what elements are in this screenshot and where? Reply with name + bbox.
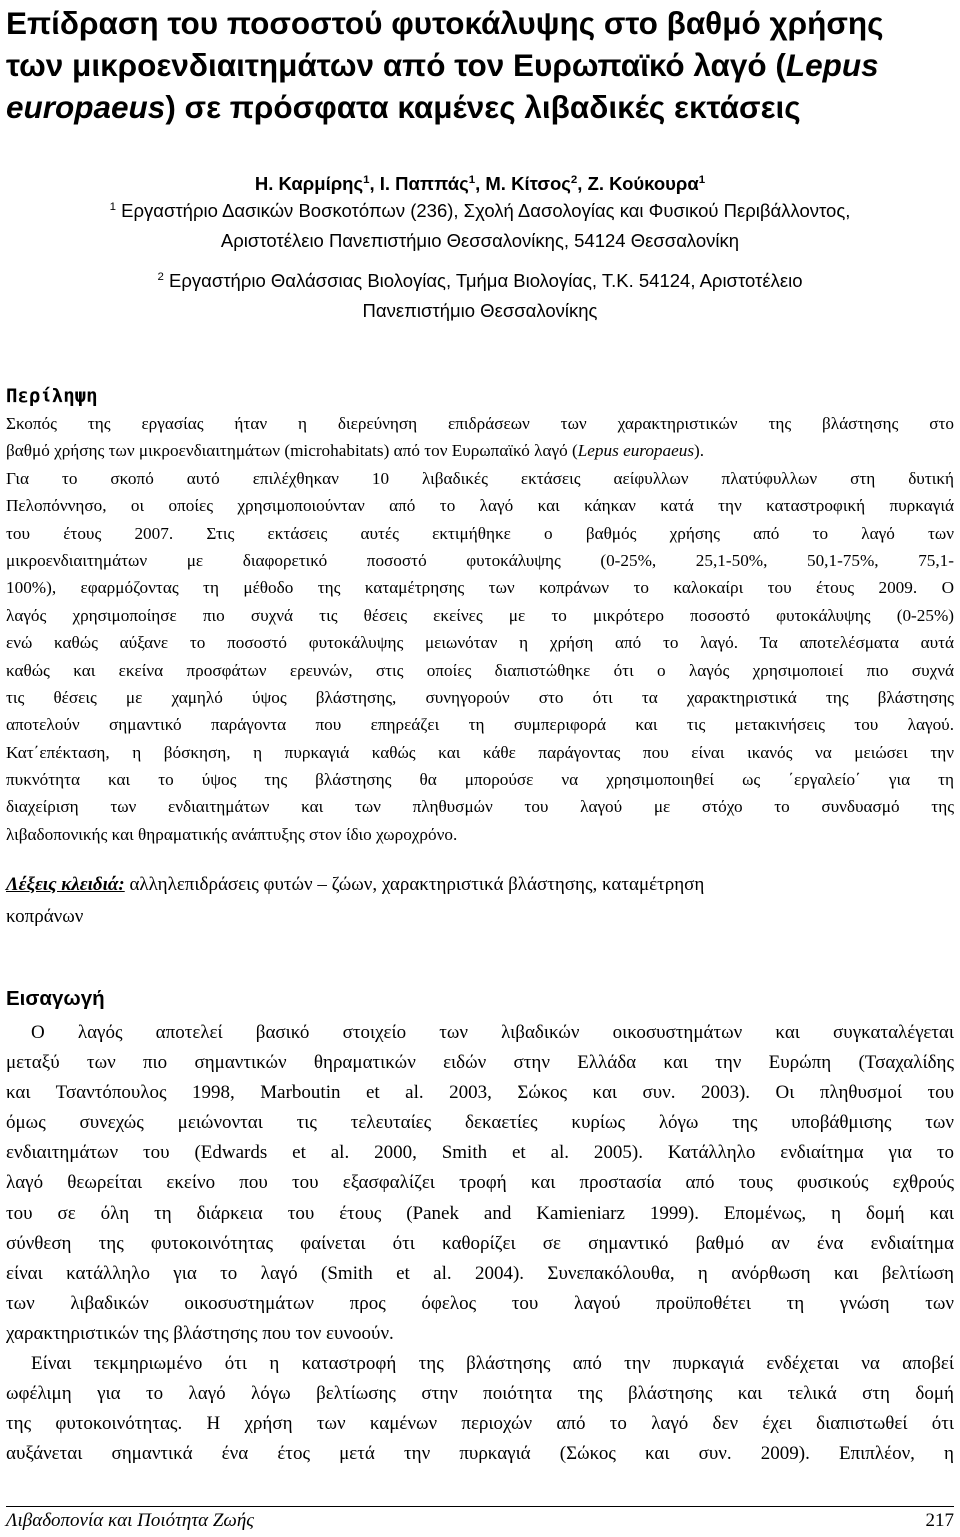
page-number: 217 (925, 1510, 954, 1531)
abstract-line: αποτελούν σημαντικό παράγοντα που επηρεάζει τη συμπεριφορά και τις μετακινήσεις του λαγού. (6, 715, 954, 735)
intro-line: σύνθεση της φυτοκοινότητας φαίνεται ότι καθορίζει σε σημαντικό βαθμό αν ένα ενδιαίτημα (6, 1232, 954, 1254)
title-line-2-text: των μικροενδιαιτημάτων από τον Ευρωπαϊκό λαγό ( (6, 47, 786, 83)
affiliation-1 (0, 196, 960, 256)
intro-line: Είναι τεκμηριωμένο ότι η καταστροφή της βλάστησης από την πυρκαγιά ενδέχεται να αποβεί (31, 1353, 954, 1375)
abstract-line: τις θέσεις με χαμηλό ύψος βλάστησης, συνηγορούν στο ότι τα χαρακτηριστικά της βλάστησης (6, 687, 954, 707)
abstract-line: Για το σκοπό αυτό επιλέχθηκαν 10 λιβαδικές εκτάσεις αείφυλλων πλατύφυλλων στη δυτική (6, 468, 954, 488)
introduction-heading: Εισαγωγή (6, 987, 105, 1010)
author-3-affil: 2 (570, 173, 578, 186)
paper-title (6, 2, 954, 128)
intro-line: λαγό θεωρείται εκείνο που του εξασφαλίζει τροφή και προστασία από τους φυσικούς εχθρούς (6, 1172, 954, 1194)
author-list (0, 172, 960, 196)
title-line-1: Επίδραση του ποσοστού φυτοκάλυψης στο βαθμό χρήσης (6, 5, 884, 41)
abstract-line (6, 437, 954, 464)
intro-line: όμως συνεχώς μειώνονται τις τελευταίες δεκαετίες κυρίως λόγω της υποβάθμισης των (6, 1112, 954, 1134)
affiliation-1-marker: 1 (109, 200, 116, 213)
keywords (6, 869, 954, 933)
author-2-affil: 1 (468, 173, 476, 186)
affiliation-1-text: Εργαστήριο Δασικών Βοσκοτόπων (236), Σχολή Δασολογίας και Φυσικού Περιβάλλοντος, (116, 200, 851, 221)
keywords-line-1 (6, 869, 954, 901)
abstract-line: λιβαδοπονικής και θηραματικής ανάπτυξης στον ίδιο χωροχρόνο. (6, 824, 458, 844)
author-3: , Μ. Κίτσος (475, 173, 571, 194)
abstract-line: πυκνότητα και το ύψος της βλάστησης θα μπορούσε να χρησιμοποιηθεί ως ΄εργαλείο΄ για τη (6, 770, 954, 790)
introduction-body (6, 1018, 954, 1469)
abstract-line: ενώ καθώς αύξανε το ποσοστό φυτοκάλυψης μειωνόταν η χρήση από το λαγό. Τα αποτελέσματα αυτά (6, 633, 954, 653)
title-genus: Lepus (785, 47, 879, 83)
abstract-body (6, 410, 954, 848)
intro-line: του σε όλη τη διάρκεια του έτους (Panek and Kamieniarz 1999). Επομένως, η δομή και (6, 1202, 954, 1224)
affiliation-1-line-1 (0, 196, 960, 226)
abstract-line: Κατ΄επέκταση, η βόσκηση, η πυρκαγιά καθώς και κάθε παράγοντας που είναι ικανός να μειώσει την (6, 742, 954, 762)
abstract-line: μικροενδιαιτημάτων με διαφορετικό ποσοστό φυτοκάλυψης (0-25%, 25,1-50%, 50,1-75%, 75,1- (6, 550, 954, 570)
affiliation-2-line-1 (0, 266, 960, 296)
intro-line: αυξάνεται σημαντικά ένα έτος μετά την πυρκαγιά (Σώκος και συν. 2009). Επιπλέον, η (6, 1443, 954, 1465)
affiliation-1-line-2: Αριστοτέλειο Πανεπιστήμιο Θεσσαλονίκης, 54124 Θεσσαλονίκη (220, 230, 740, 251)
intro-line: είναι κατάλληλο για το λαγό (Smith et al. 2004). Συνεπακόλουθα, η ανόρθωση και βελτίωση (6, 1262, 954, 1284)
intro-line: Ο λαγός αποτελεί βασικό στοιχείο των λιβαδικών οικοσυστημάτων και συγκαταλέγεται (31, 1022, 954, 1043)
intro-line: των λιβαδικών οικοσυστημάτων προς όφελος του λαγού προϋποθέτει τη γνώση των (6, 1292, 954, 1314)
footer-rule (6, 1506, 954, 1507)
affiliation-2-text: Εργαστήριο Θαλάσσιας Βιολογίας, Τμήμα Βιολογίας, Τ.Κ. 54124, Αριστοτέλειο (163, 270, 803, 291)
abstract-line: του έτους 2007. Στις εκτάσεις αυτές εκτιμήθηκε ο βαθμός χρήσης από το λαγό των (6, 523, 954, 543)
intro-line: ωφέλιμη για το λαγό λόγω βελτίωσης στην ποιότητα της βλάστησης και τελικά στη δομή (6, 1383, 954, 1405)
intro-line: μεταξύ των πιο σημαντικών θηραματικών ειδών στην Ελλάδα και την Ευρώπη (Τσαχαλίδης (6, 1052, 954, 1074)
abstract-line: 100%), εφαρμόζοντας τη μέθοδο της καταμέτρησης των κοπράνων το καλοκαίρι του έτους 2009. Ο (6, 578, 954, 598)
affiliation-2 (0, 266, 960, 326)
journal-name: Λιβαδοπονία και Ποιότητα Ζωής (6, 1510, 254, 1531)
intro-line: και Τσαντόπουλος 1998, Marboutin et al. 2003, Σώκος και συν. 2003). Οι πληθυσμοί του (6, 1082, 954, 1104)
author-2: , Ι. Παππάς (369, 173, 469, 194)
abstract-line-text: βαθμό χρήσης των μικροενδιαιτημάτων (microhabitats) από τον Ευρωπαϊκό λαγό ( (6, 441, 578, 461)
keywords-line-2: κοπράνων (6, 906, 84, 927)
abstract-line: Πελοπόννησο, οι οποίες χρησιμοποιούνταν από το λαγό και κάηκαν κατά την καταστροφική πυρκαγιά (6, 496, 954, 516)
abstract-line-text: ). (694, 441, 705, 461)
keywords-label: Λέξεις κλειδιά: (6, 874, 125, 895)
author-1: Η. Καρμίρης (254, 173, 364, 194)
title-species: europaeus (6, 89, 166, 125)
author-1-affil: 1 (363, 173, 370, 186)
title-line-3 (6, 86, 954, 128)
abstract-heading: Περίληψη (6, 385, 98, 407)
title-line-3-text: ) σε πρόσφατα καμένες λιβαδικές εκτάσεις (165, 89, 801, 125)
abstract-line: Σκοπός της εργασίας ήταν η διερεύνηση επιδράσεων των χαρακτηριστικών της βλάστησης στο (6, 414, 954, 433)
abstract-species: Lepus europaeus (577, 441, 695, 461)
keywords-text: αλληλεπιδράσεις φυτών – ζώων, χαρακτηριστικά βλάστησης, καταμέτρηση (124, 874, 705, 895)
abstract-line: λαγός χρησιμοποίησε πιο συχνά τις θέσεις εκείνες με το μικρότερο ποσοστό φυτοκάλυψης (0-25%) (6, 605, 954, 625)
intro-line: χαρακτηριστικών της βλάστησης που τον ευνοούν. (6, 1322, 394, 1344)
abstract-line: καθώς και εκείνα προσφάτων ερευνών, στις οποίες διαπιστώθηκε ότι ο λαγός χρησιμοποιεί πιο συχνά (6, 660, 954, 680)
title-line-2 (6, 44, 954, 86)
intro-line: ενδιαιτημάτων του (Edwards et al. 2000, Smith et al. 2005). Κατάλληλο ενδιαίτημα για το (6, 1142, 954, 1164)
intro-line: της φυτοκοινότητας. Η χρήση των καμένων περιοχών από το λαγό δεν έχει διαπιστωθεί ότι (6, 1413, 954, 1435)
author-4-affil: 1 (698, 173, 706, 186)
author-4: , Ζ. Κούκουρα (577, 173, 699, 194)
affiliation-2-marker: 2 (157, 270, 164, 283)
abstract-line: διαχείριση των ενδιαιτημάτων και των πληθυσμών του λαγού με στόχο το συνδυασμό της (6, 797, 954, 817)
affiliation-2-line-2: Πανεπιστήμιο Θεσσαλονίκης (362, 300, 598, 321)
